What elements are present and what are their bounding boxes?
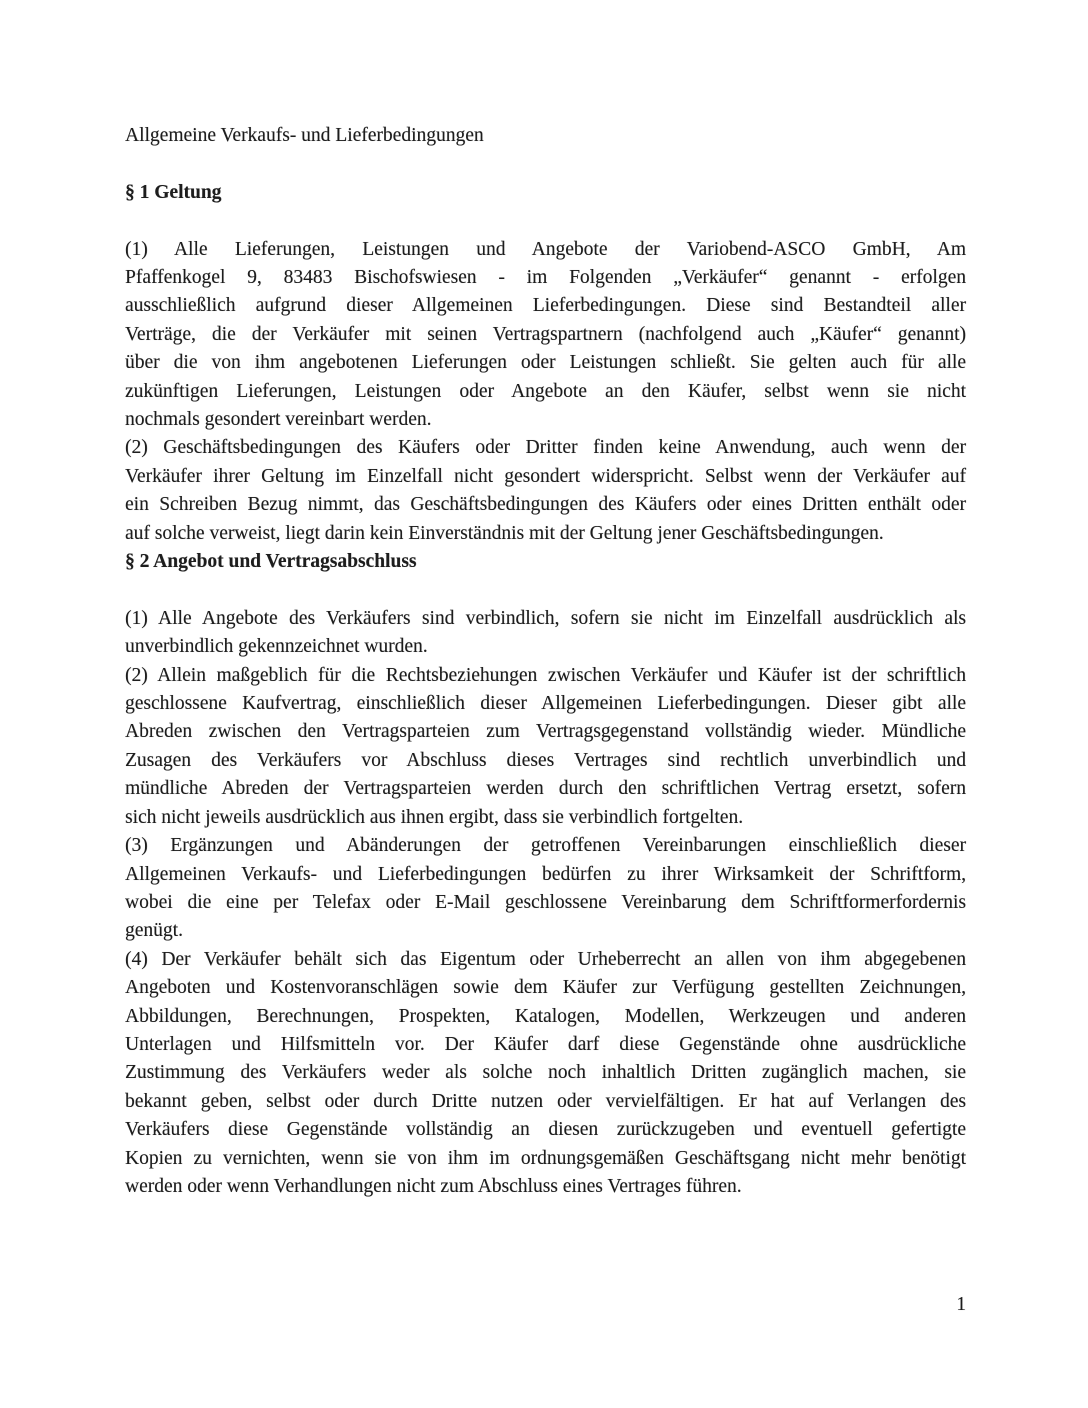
section-1-heading: § 1 Geltung — [125, 181, 222, 203]
text-line: Zusagen des Verkäufers vor Abschluss dieses Vertrages sind rechtlich unverbindlich und — [125, 749, 966, 771]
text-line: Zustimmung des Verkäufers weder als solche noch inhaltlich Dritten zugänglich machen, sie — [125, 1062, 966, 1084]
text-line: Verkäufers diese Gegenstände vollständig an diesen zurückzugeben und eventuell gefertigte — [125, 1119, 966, 1141]
text-line: Pfaffenkogel 9, 83483 Bischofswiesen - im Folgenden „Verkäufer“ genannt - erfolgen — [125, 267, 966, 288]
section-2-heading: § 2 Angebot und Vertragsabschluss — [125, 551, 417, 573]
text-line: Abreden zwischen den Vertragsparteien zum Vertragsgegenstand vollständig wieder. Mündliche — [125, 721, 966, 743]
text-line: Angeboten und Kostenvoranschlägen sowie dem Käufer zur Verfügung gestellten Zeichnungen, — [125, 977, 966, 999]
section-1 — [125, 179, 966, 548]
section-2-paragraph-2 — [125, 662, 966, 832]
section-1-paragraph-1 — [125, 236, 966, 435]
text-line: Verkäufer ihrer Geltung im Einzelfall nicht gesondert widerspricht. Selbst wenn der Verkäufer auf — [125, 465, 966, 487]
text-line: über die von ihm angebotenen Lieferungen oder Leistungen schließt. Sie gelten auch für alle — [125, 352, 966, 374]
text-line: auf solche verweist, liegt darin kein Einverständnis mit der Geltung jener Geschäftsbedingungen. — [125, 522, 884, 544]
text-line: unverbindlich gekennzeichnet wurden. — [125, 636, 428, 658]
text-line: geschlossene Kaufvertrag, einschließlich dieser Allgemeinen Lieferbedingungen. Dieser gibt alle — [125, 693, 966, 715]
text-line: nochmals gesondert vereinbart werden. — [125, 409, 432, 431]
text-line: zukünftigen Lieferungen, Leistungen oder Angebote an den Käufer, selbst wenn sie nicht — [125, 380, 966, 402]
text-line: Verträge, die der Verkäufer mit seinen Vertragspartnern (nachfolgend auch „Käufer“ genannt) — [125, 323, 966, 345]
text-line: Unterlagen und Hilfsmitteln vor. Der Käufer darf diese Gegenstände ohne ausdrückliche — [125, 1033, 966, 1055]
section-2-paragraph-3 — [125, 832, 966, 946]
section-2-paragraph-4 — [125, 946, 966, 1202]
section-2-paragraph-1 — [125, 605, 966, 662]
text-line: Kopien zu vernichten, wenn sie von ihm im ordnungsgemäßen Geschäftsgang nicht mehr benötigt — [125, 1147, 966, 1169]
text-line: (4) Der Verkäufer behält sich das Eigentum oder Urheberrecht an allen von ihm abgegebenen — [125, 948, 966, 970]
text-line: (1) Alle Lieferungen, Leistungen und Angebote der Variobend-ASCO GmbH, Am — [125, 238, 966, 260]
text-line: Abbildungen, Berechnungen, Prospekten, Katalogen, Modellen, Werkzeugen und anderen — [125, 1005, 966, 1027]
text-line: ausschließlich aufgrund dieser Allgemeinen Lieferbedingungen. Diese sind Bestandteil aller — [125, 295, 966, 317]
text-line: (1) Alle Angebote des Verkäufers sind verbindlich, sofern sie nicht im Einzelfall ausdrücklich als — [125, 607, 966, 629]
text-line: werden oder wenn Verhandlungen nicht zum Abschluss eines Vertrages führen. — [125, 1175, 742, 1197]
text-line: ein Schreiben Bezug nimmt, das Geschäftsbedingungen des Käufers oder eines Dritten enthält oder — [125, 494, 966, 516]
text-line: genügt. — [125, 920, 183, 942]
text-line: (2) Allein maßgeblich für die Rechtsbeziehungen zwischen Verkäufer und Käufer ist der schriftlich — [125, 664, 966, 686]
text-line: wobei die eine per Telefax oder E-Mail geschlossene Vereinbarung dem Schriftformerfordernis — [125, 891, 966, 913]
text-line: bekannt geben, selbst oder durch Dritte nutzen oder vervielfältigen. Er hat auf Verlangen des — [125, 1090, 966, 1112]
page-number: 1 — [956, 1294, 966, 1315]
document-title: Allgemeine Verkaufs- und Lieferbedingungen — [125, 125, 484, 146]
text-line: (2) Geschäftsbedingungen des Käufers oder Dritter finden keine Anwendung, auch wenn der — [125, 437, 966, 459]
text-line: mündliche Abreden der Vertragsparteien werden durch den schriftlichen Vertrag ersetzt, sofern — [125, 778, 966, 800]
section-2 — [125, 548, 966, 1201]
text-line: sich nicht jeweils ausdrücklich aus ihnen ergibt, dass sie verbindlich fortgelten. — [125, 806, 744, 828]
text-line: Allgemeinen Verkaufs- und Lieferbedingungen bedürfen zu ihrer Wirksamkeit der Schriftform, — [125, 863, 966, 885]
text-line: (3) Ergänzungen und Abänderungen der getroffenen Vereinbarungen einschließlich dieser — [125, 835, 966, 857]
section-1-paragraph-2 — [125, 434, 966, 548]
